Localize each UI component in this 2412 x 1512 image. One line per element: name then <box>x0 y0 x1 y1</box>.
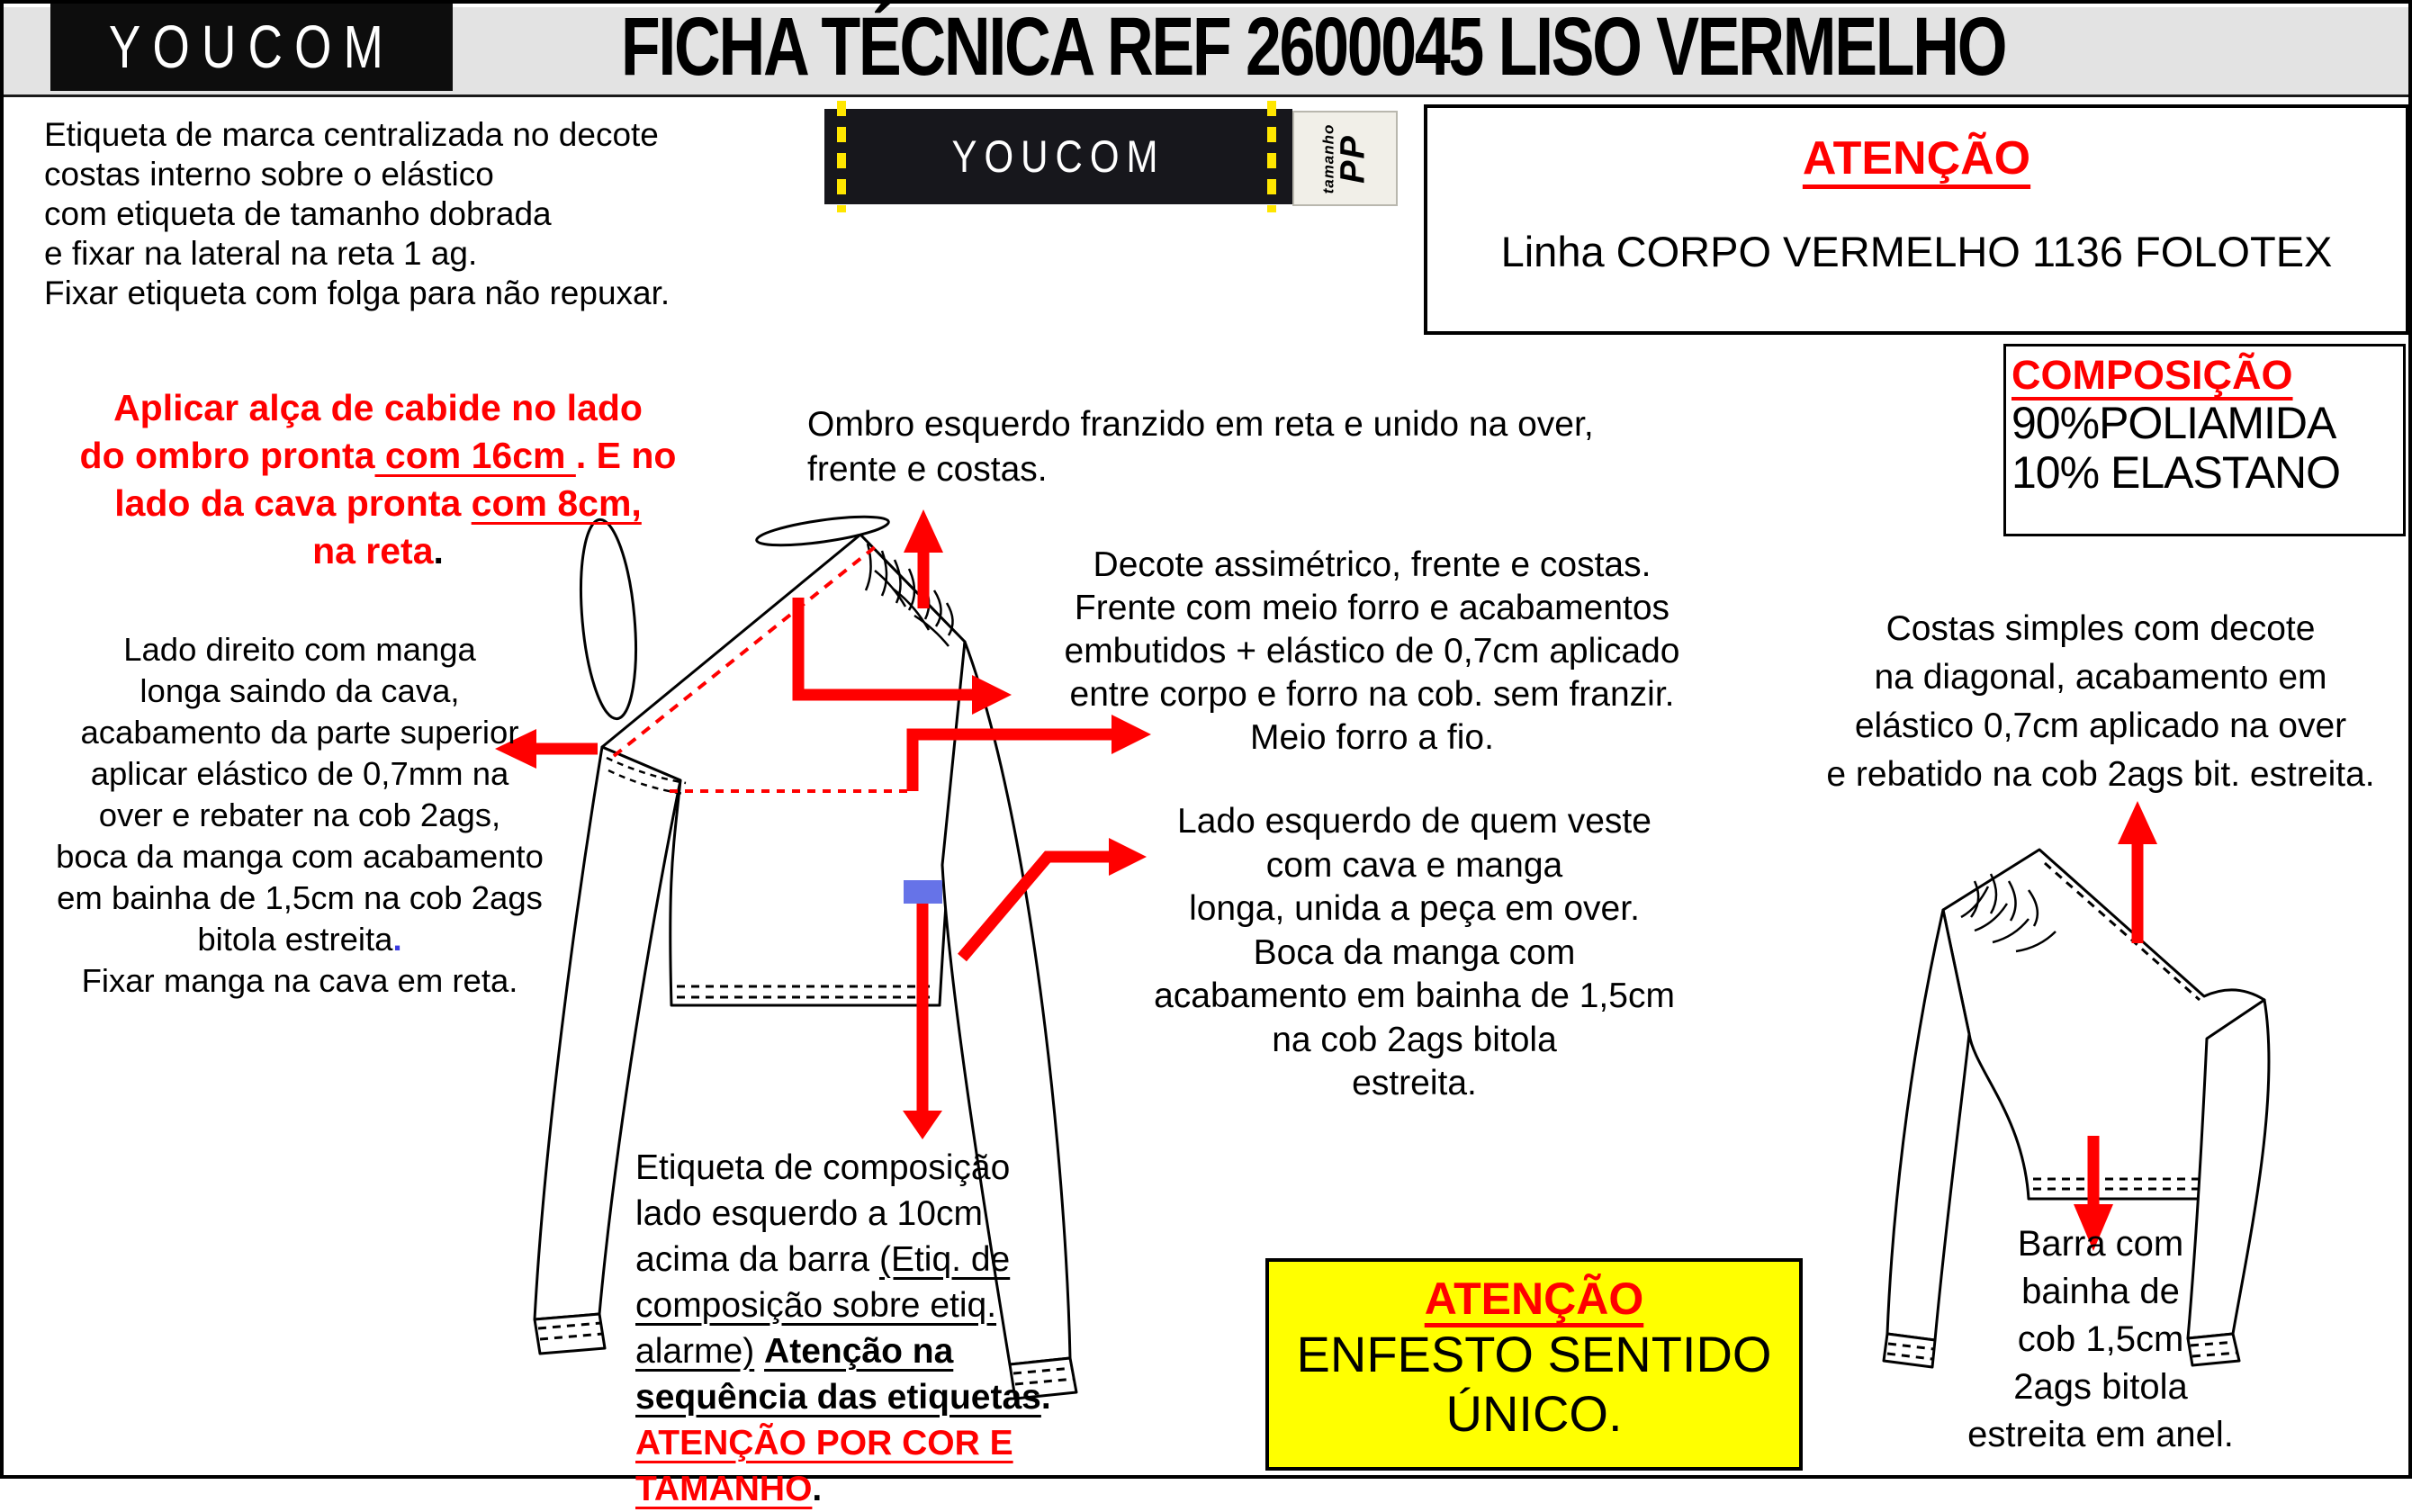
attention-yellow-title: ATENÇÃO <box>1424 1274 1644 1324</box>
back-neck-arrow-up-icon <box>2118 801 2157 943</box>
page-title-wrap <box>391 1 2236 93</box>
note-alca-cabide <box>31 384 725 575</box>
note-costas <box>1795 605 2407 799</box>
composition-box <box>2003 344 2406 536</box>
note-line: Etiqueta de composição <box>635 1148 1011 1187</box>
note-line: aplicar elástico de 0,7mm na <box>90 755 509 792</box>
note-line: Frente com meio forro e acabamentos <box>1074 589 1670 627</box>
note-line: boca da manga com acabamento <box>56 838 544 875</box>
note-line: Lado esquerdo de quem veste <box>1177 802 1652 841</box>
note-line: Decote assimétrico, frente e costas. <box>1093 545 1652 584</box>
note-etiqueta-marca <box>44 115 670 313</box>
note-line: alarme) Atenção na <box>635 1332 954 1371</box>
composition-label-mark <box>904 880 942 904</box>
attention-box-title: ATENÇÃO <box>1802 132 2031 184</box>
note-line: com cava e manga <box>1265 845 1563 885</box>
note-line: ATENÇÃO POR COR E <box>635 1424 1013 1462</box>
attention-box <box>1424 104 2409 335</box>
note-line: TAMANHO. <box>635 1470 823 1508</box>
brand-label-graphic <box>824 109 1292 204</box>
note-line: Boca da manga com <box>1253 932 1576 972</box>
note-line: lado da cava pronta com 8cm, <box>114 482 642 524</box>
note-line: com etiqueta de tamanho dobrada <box>44 195 552 232</box>
note-line: na cob 2ags bitola <box>1272 1020 1557 1059</box>
note-line: sequência das etiquetas. <box>635 1378 1051 1417</box>
note-line: frente e costas. <box>807 450 1048 489</box>
composition-line: 90%POLIAMIDA <box>2012 398 2336 448</box>
note-line: entre corpo e forro na cob. sem franzir. <box>1069 675 1675 714</box>
note-line: Costas simples com decote <box>1886 609 2316 648</box>
note-line: estreita em anel. <box>1967 1415 2234 1454</box>
note-line: acima da barra (Etiq. de <box>635 1240 1011 1279</box>
size-value: PP <box>1334 133 1372 184</box>
back-left-cuff <box>1884 1334 1935 1367</box>
brand-label-text: YOUCOM <box>951 130 1166 182</box>
note-line: Aplicar alça de cabide no lado <box>113 387 643 428</box>
note-line: elástico 0,7cm aplicado na over <box>1854 706 2347 745</box>
note-line: Lado direito com manga <box>123 631 476 668</box>
note-line: bainha de <box>2021 1272 2180 1311</box>
note-line: Fixar manga na cava em reta. <box>81 962 518 999</box>
note-lado-esquerdo <box>1070 800 1759 1106</box>
composition-line: 10% ELASTANO <box>2012 447 2341 498</box>
note-line: lado esquerdo a 10cm <box>635 1194 983 1233</box>
note-line: Meio forro a fio. <box>1250 718 1494 757</box>
note-line: Fixar etiqueta com folga para não repuxar. <box>44 274 670 311</box>
note-line: e rebatido na cob 2ags bit. estreita. <box>1826 755 2375 794</box>
note-line: composição sobre etiq. <box>635 1286 997 1325</box>
note-line: cob 1,5cm <box>2017 1319 2184 1359</box>
note-line: Etiqueta de marca centralizada no decote <box>44 116 659 153</box>
note-line: embutidos + elástico de 0,7cm aplicado <box>1064 632 1680 670</box>
note-line: 2ags bitola <box>2013 1367 2188 1407</box>
note-line: e fixar na lateral na reta 1 ag. <box>44 235 478 272</box>
composition-title: COMPOSIÇÃO <box>2012 352 2293 398</box>
note-line: acabamento da parte superior <box>80 714 519 751</box>
attention-yellow-box <box>1265 1258 1803 1471</box>
attention-box-body: Linha CORPO VERMELHO 1136 FOLOTEX <box>1500 228 2333 275</box>
size-tab-rotated <box>1320 123 1370 194</box>
size-tab <box>1292 111 1398 206</box>
note-line: na reta. <box>312 530 444 572</box>
note-line: em bainha de 1,5cm na cob 2ags <box>57 879 543 916</box>
note-line: over e rebater na cob 2ags, <box>98 796 501 833</box>
note-lado-direito <box>8 629 591 1002</box>
attention-yellow-line: ENFESTO SENTIDO <box>1296 1326 1772 1382</box>
note-line: longa, unida a peça em over. <box>1189 889 1640 928</box>
front-left-cuff <box>535 1314 605 1354</box>
note-line: bitola estreita. <box>197 921 402 958</box>
note-line: longa saindo da cava, <box>140 672 460 709</box>
note-line: costas interno sobre o elástico <box>44 156 494 193</box>
label-fold-dash-left <box>837 101 846 212</box>
brand-logo-text: YOUCOM <box>108 14 395 81</box>
note-line: na diagonal, acabamento em <box>1874 658 2327 697</box>
page-title: FICHA TÉCNICA REF 2600045 LISO VERMELHO <box>620 1 2006 93</box>
note-line: do ombro pronta com 16cm . E no <box>79 435 677 476</box>
attention-yellow-line: ÚNICO. <box>1445 1385 1623 1442</box>
note-line: estreita. <box>1352 1064 1477 1102</box>
note-etiqueta-composicao <box>635 1145 1051 1512</box>
note-line: acabamento em bainha de 1,5cm <box>1154 976 1675 1015</box>
note-decote <box>987 544 1757 760</box>
note-line: Barra com <box>2017 1224 2184 1264</box>
size-caption: tamanho <box>1319 123 1336 194</box>
label-fold-dash-right <box>1267 101 1276 212</box>
note-barra <box>1952 1220 2249 1459</box>
note-ombro-esquerdo <box>807 402 1594 492</box>
note-line: Ombro esquerdo franzido em reta e unido na over, <box>807 405 1594 444</box>
